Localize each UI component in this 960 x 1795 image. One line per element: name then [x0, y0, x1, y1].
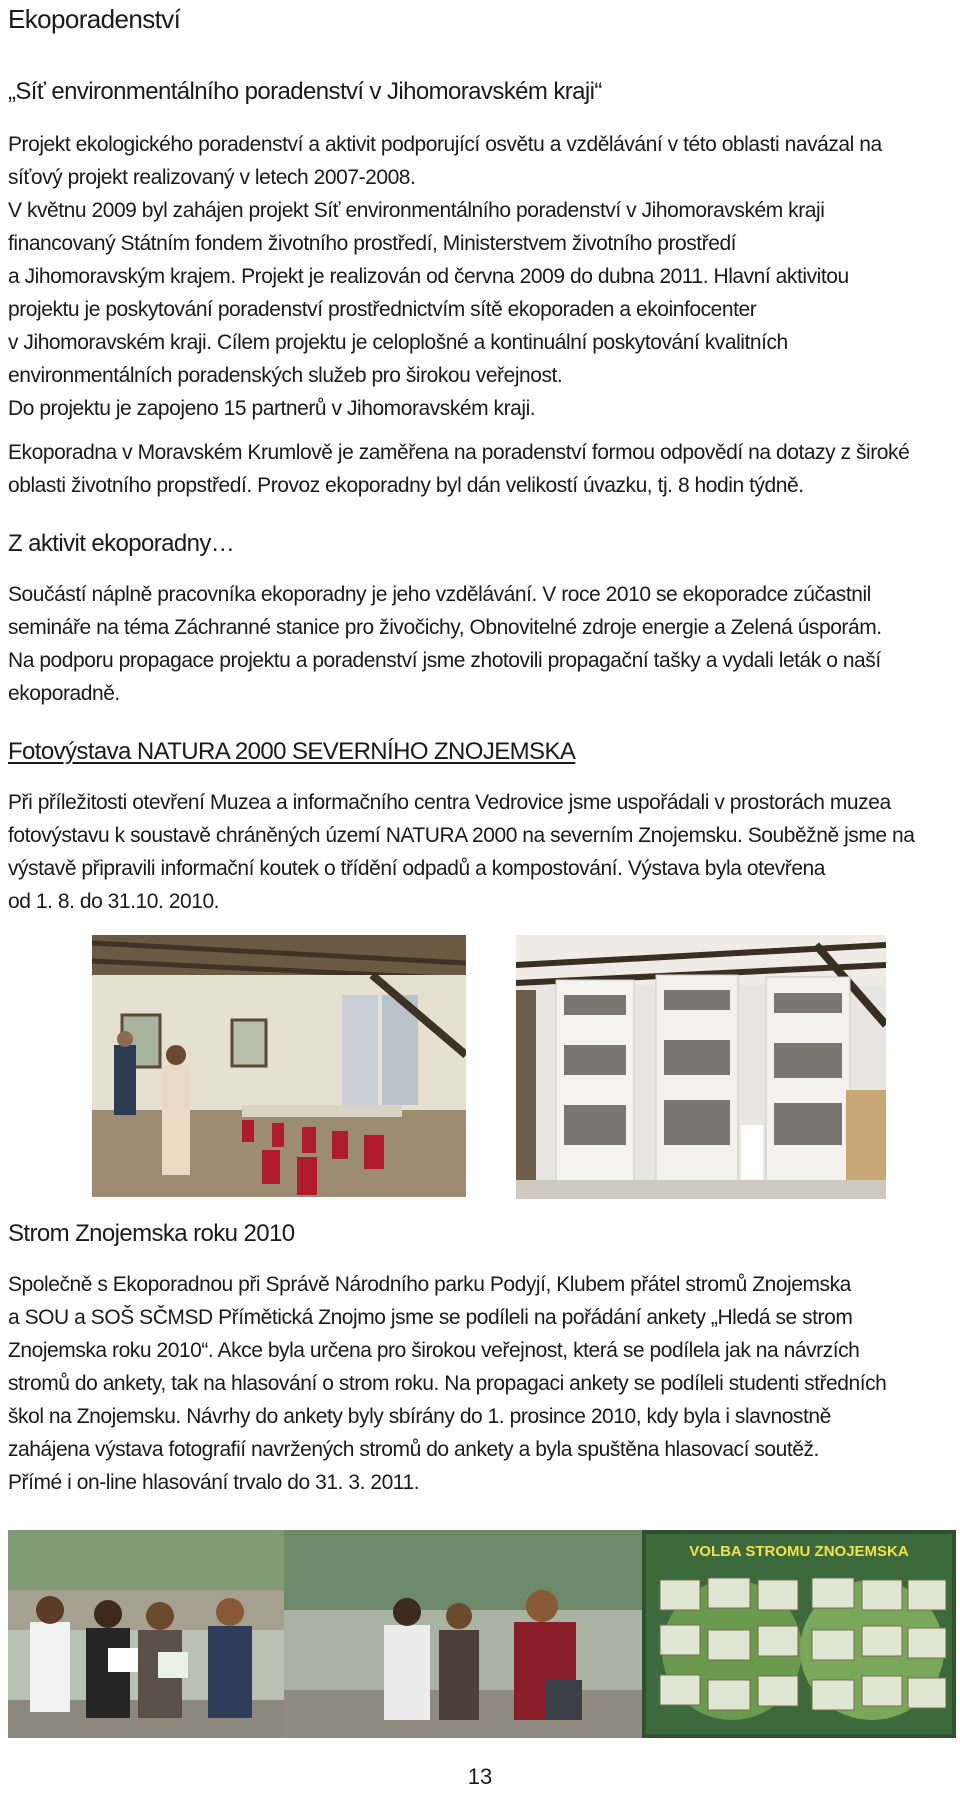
text-line: zahájena výstava fotografií navržených stromů do ankety a byla spuštěna hlasovací soutěž. — [8, 1438, 819, 1461]
tree-poster-photo — [642, 1530, 956, 1738]
exhibition-paragraph — [8, 786, 952, 918]
poster-title: VOLBA STROMU ZNOJEMSKA — [689, 1543, 909, 1560]
text-line: Součástí náplně pracovníka ekoporadny je jeho vzdělávání. V roce 2010 se ekoporadce zúčastnil — [8, 583, 871, 606]
section-heading-exhibition: Fotovýstava NATURA 2000 SEVERNÍHO ZNOJEMSKA — [8, 738, 576, 765]
text-line: v Jihomoravském kraji. Cílem projektu je celoplošné a kontinuální poskytování kvalitních — [8, 331, 788, 354]
exhibition-hall-photo — [92, 935, 466, 1197]
tree-paragraph — [8, 1268, 952, 1499]
text-line: Společně s Ekoporadnou při Správě Národního parku Podyjí, Klubem přátel stromů Znojemska — [8, 1273, 851, 1296]
text-line: financovaný Státním fondem životního prostředí, Ministerstvem životního prostředí — [8, 232, 737, 255]
page-number: 13 — [467, 1764, 493, 1789]
text-line: a SOU a SOŠ SČMSD Přímětická Znojmo jsme se podíleli na pořádání ankety „Hledá se strom — [8, 1306, 853, 1329]
women-photo — [284, 1530, 642, 1738]
text-line: Při příležitosti otevření Muzea a informačního centra Vedrovice jsme uspořádali v prostorách muzea — [8, 791, 891, 814]
text-line: fotovýstavu k soustavě chráněných území NATURA 2000 na severním Znojemsku. Souběžně jsme na — [8, 824, 915, 847]
text-line: Přímé i on-line hlasování trvalo do 31. 3. 2011. — [8, 1471, 420, 1494]
text-line: Ekoporadna v Moravském Krumlově je zaměřena na poradenství formou odpovědí na dotazy z široké — [8, 441, 910, 464]
text-line: Do projektu je zapojeno 15 partnerů v Jihomoravském kraji. — [8, 397, 536, 420]
text-line: Znojemska roku 2010“. Akce byla určena pro širokou veřejnost, která se podílela jak na návrzích — [8, 1339, 860, 1362]
page-title: Ekoporadenství — [8, 4, 181, 34]
text-line: od 1. 8. do 31.10. 2010. — [8, 890, 220, 913]
text-line: výstavě připravili informační koutek o třídění odpadů a kompostování. Výstava byla otevřena — [8, 857, 826, 880]
text-line: semináře na téma Záchranné stanice pro živočichy, Obnovitelné zdroje energie a Zelená úsporám. — [8, 616, 882, 639]
section-heading-activities: Z aktivit ekoporadny… — [8, 530, 235, 557]
text-line: ekoporadně. — [8, 682, 120, 705]
activities-paragraph — [8, 578, 952, 710]
students-photo — [8, 1530, 284, 1738]
section-heading-tree: Strom Znojemska roku 2010 — [8, 1220, 295, 1247]
exhibition-panels-photo — [516, 935, 886, 1199]
text-line: Na podporu propagace projektu a poradenství jsme zhotovili propagační tašky a vydali leták o naší — [8, 649, 881, 672]
text-line: a Jihomoravským krajem. Projekt je realizován od června 2009 do dubna 2011. Hlavní aktivitou — [8, 265, 849, 288]
text-line: V květnu 2009 byl zahájen projekt Síť environmentálního poradenství v Jihomoravském kraji — [8, 199, 825, 222]
network-paragraph-1 — [8, 128, 952, 425]
text-line: environmentálních poradenských služeb pro širokou veřejnost. — [8, 364, 563, 387]
text-line: Projekt ekologického poradenství a aktivit podporující osvětu a vzdělávání v této oblasti navázal na — [8, 133, 882, 156]
text-line: projektu je poskytování poradenství prostřednictvím sítě ekoporaden a ekoinfocenter — [8, 298, 757, 321]
text-line: stromů do ankety, tak na hlasování o strom roku. Na propagaci ankety se podíleli studenti středních — [8, 1372, 887, 1395]
text-line: oblasti životního propstředí. Provoz ekoporadny byl dán velikostí úvazku, tj. 8 hodin týdně. — [8, 474, 804, 497]
text-line: síťový projekt realizovaný v letech 2007-2008. — [8, 166, 416, 189]
text-line: škol na Znojemsku. Návrhy do ankety byly sbírány do 1. prosince 2010, kdy byla i slavnostně — [8, 1405, 831, 1428]
section-heading-network: „Síť environmentálního poradenství v Jihomoravském kraji“ — [8, 78, 602, 105]
network-paragraph-2 — [8, 436, 952, 502]
